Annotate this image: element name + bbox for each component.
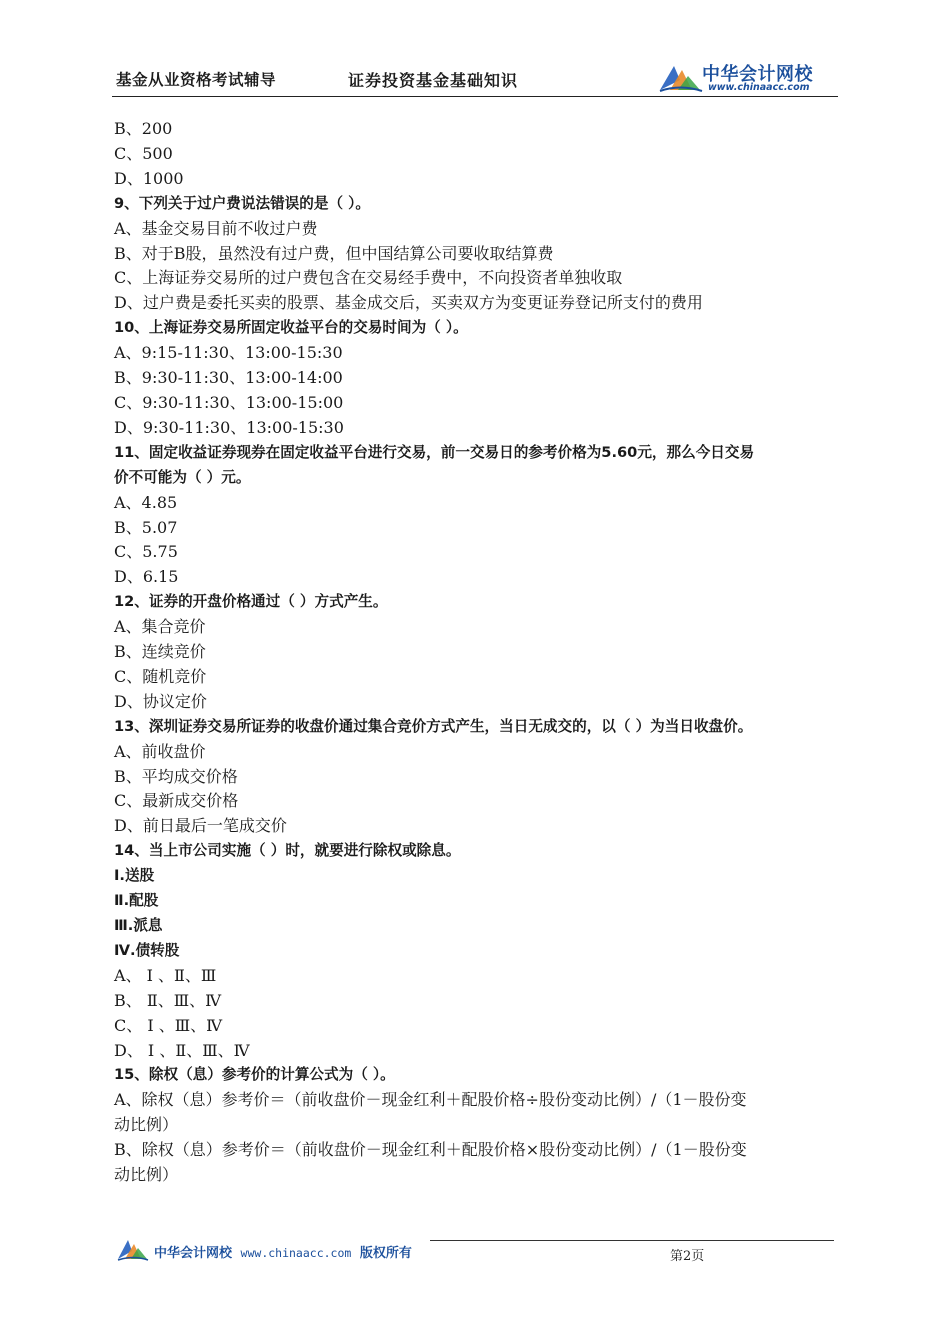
question-line: Ⅲ.派息 <box>114 917 163 934</box>
option-line: 动比例） <box>114 1115 179 1135</box>
option-line: C、上海证券交易所的过户费包含在交易经手费中，不向投资者单独收取 <box>114 268 623 288</box>
header-subject-title: 证券投资基金基础知识 <box>348 71 519 90</box>
option-line: C、500 <box>114 143 173 163</box>
option-line: B、9:30-11:30、13:00-14:00 <box>114 368 343 388</box>
option-line: B、连续竞价 <box>114 642 206 662</box>
option-line: A、9:15-11:30、13:00-15:30 <box>114 343 343 363</box>
option-line: C、9:30-11:30、13:00-15:00 <box>114 392 344 412</box>
question-line: 15、除权（息）参考价的计算公式为（ ）。 <box>114 1066 395 1084</box>
option-line: D、6.15 <box>114 567 179 587</box>
option-line: C、 Ⅰ 、Ⅲ、Ⅳ <box>114 1015 223 1035</box>
option-line: D、前日最后一笔成交价 <box>114 816 287 836</box>
option-line: A、除权（息）参考价＝（前收盘价－现金红利＋配股价格÷股份变动比例）/（1－股份变 <box>114 1090 747 1110</box>
option-line: A、前收盘价 <box>114 741 206 761</box>
page-header <box>112 56 838 97</box>
page-number: 第2页 <box>670 1249 705 1264</box>
footer-brand: 中华会计网校 <box>154 1246 233 1261</box>
option-line: B、除权（息）参考价＝（前收盘价－现金红利＋配股价格×股份变动比例）/（1－股份变 <box>114 1140 747 1160</box>
footer-rights: 版权所有 <box>359 1246 412 1261</box>
option-line: A、集合竞价 <box>114 617 206 637</box>
option-line: C、最新成交价格 <box>114 791 239 811</box>
option-line: 动比例） <box>114 1165 179 1185</box>
question-line: Ⅳ.债转股 <box>114 941 180 959</box>
logo-mark-icon <box>658 60 704 94</box>
question-line: Ⅰ.送股 <box>114 867 155 885</box>
footer-logo-icon <box>116 1236 150 1262</box>
option-line: B、对于B股，虽然没有过户费，但中国结算公司要收取结算费 <box>114 243 554 263</box>
footer-divider <box>430 1240 834 1241</box>
question-line: 12、证券的开盘价格通过（ ）方式产生。 <box>114 593 388 611</box>
footer-url[interactable]: www.chinaacc.com <box>240 1246 352 1260</box>
question-line: 9、下列关于过户费说法错误的是（ ）。 <box>114 194 371 212</box>
question-line: 价不可能为（ ）元。 <box>114 468 251 486</box>
header-course-title: 基金从业资格考试辅导 <box>116 70 277 89</box>
option-line: D、过户费是委托买卖的股票、基金成交后，买卖双方为变更证券登记所支付的费用 <box>114 293 703 313</box>
option-line: B、 Ⅱ、Ⅲ、Ⅳ <box>114 990 222 1010</box>
footer-copyright <box>154 1242 412 1261</box>
question-content <box>114 117 838 1188</box>
question-line: Ⅱ.配股 <box>114 892 159 910</box>
option-line: A、 Ⅰ 、Ⅱ、Ⅲ <box>114 965 217 985</box>
brand-logo[interactable] <box>658 60 836 94</box>
option-line: A、基金交易目前不收过户费 <box>114 218 318 238</box>
page-footer <box>114 1234 834 1266</box>
question-line: 13、深圳证券交易所证券的收盘价通过集合竞价方式产生，当日无成交的，以（ ）为当日收盘价。 <box>114 717 753 735</box>
question-line: 11、固定收益证券现券在固定收益平台进行交易，前一交易日的参考价格为5.60元，那么今日交易 <box>114 443 755 461</box>
option-line: D、 Ⅰ 、Ⅱ、Ⅲ、Ⅳ <box>114 1040 250 1060</box>
logo-brand-name: 中华会计网校 <box>702 64 813 85</box>
logo-url[interactable]: www.chinaacc.com <box>708 82 810 93</box>
option-line: D、9:30-11:30、13:00-15:30 <box>114 417 344 437</box>
option-line: B、200 <box>114 119 173 138</box>
question-line: 14、当上市公司实施（ ）时，就要进行除权或除息。 <box>114 842 461 860</box>
option-line: D、1000 <box>114 168 184 188</box>
question-line: 10、上海证券交易所固定收益平台的交易时间为（ ）。 <box>114 319 468 337</box>
option-line: D、协议定价 <box>114 691 207 711</box>
option-line: C、随机竞价 <box>114 666 207 686</box>
option-line: A、4.85 <box>114 492 178 512</box>
option-line: B、5.07 <box>114 517 178 537</box>
option-line: B、平均成交价格 <box>114 766 238 786</box>
option-line: C、5.75 <box>114 542 178 562</box>
